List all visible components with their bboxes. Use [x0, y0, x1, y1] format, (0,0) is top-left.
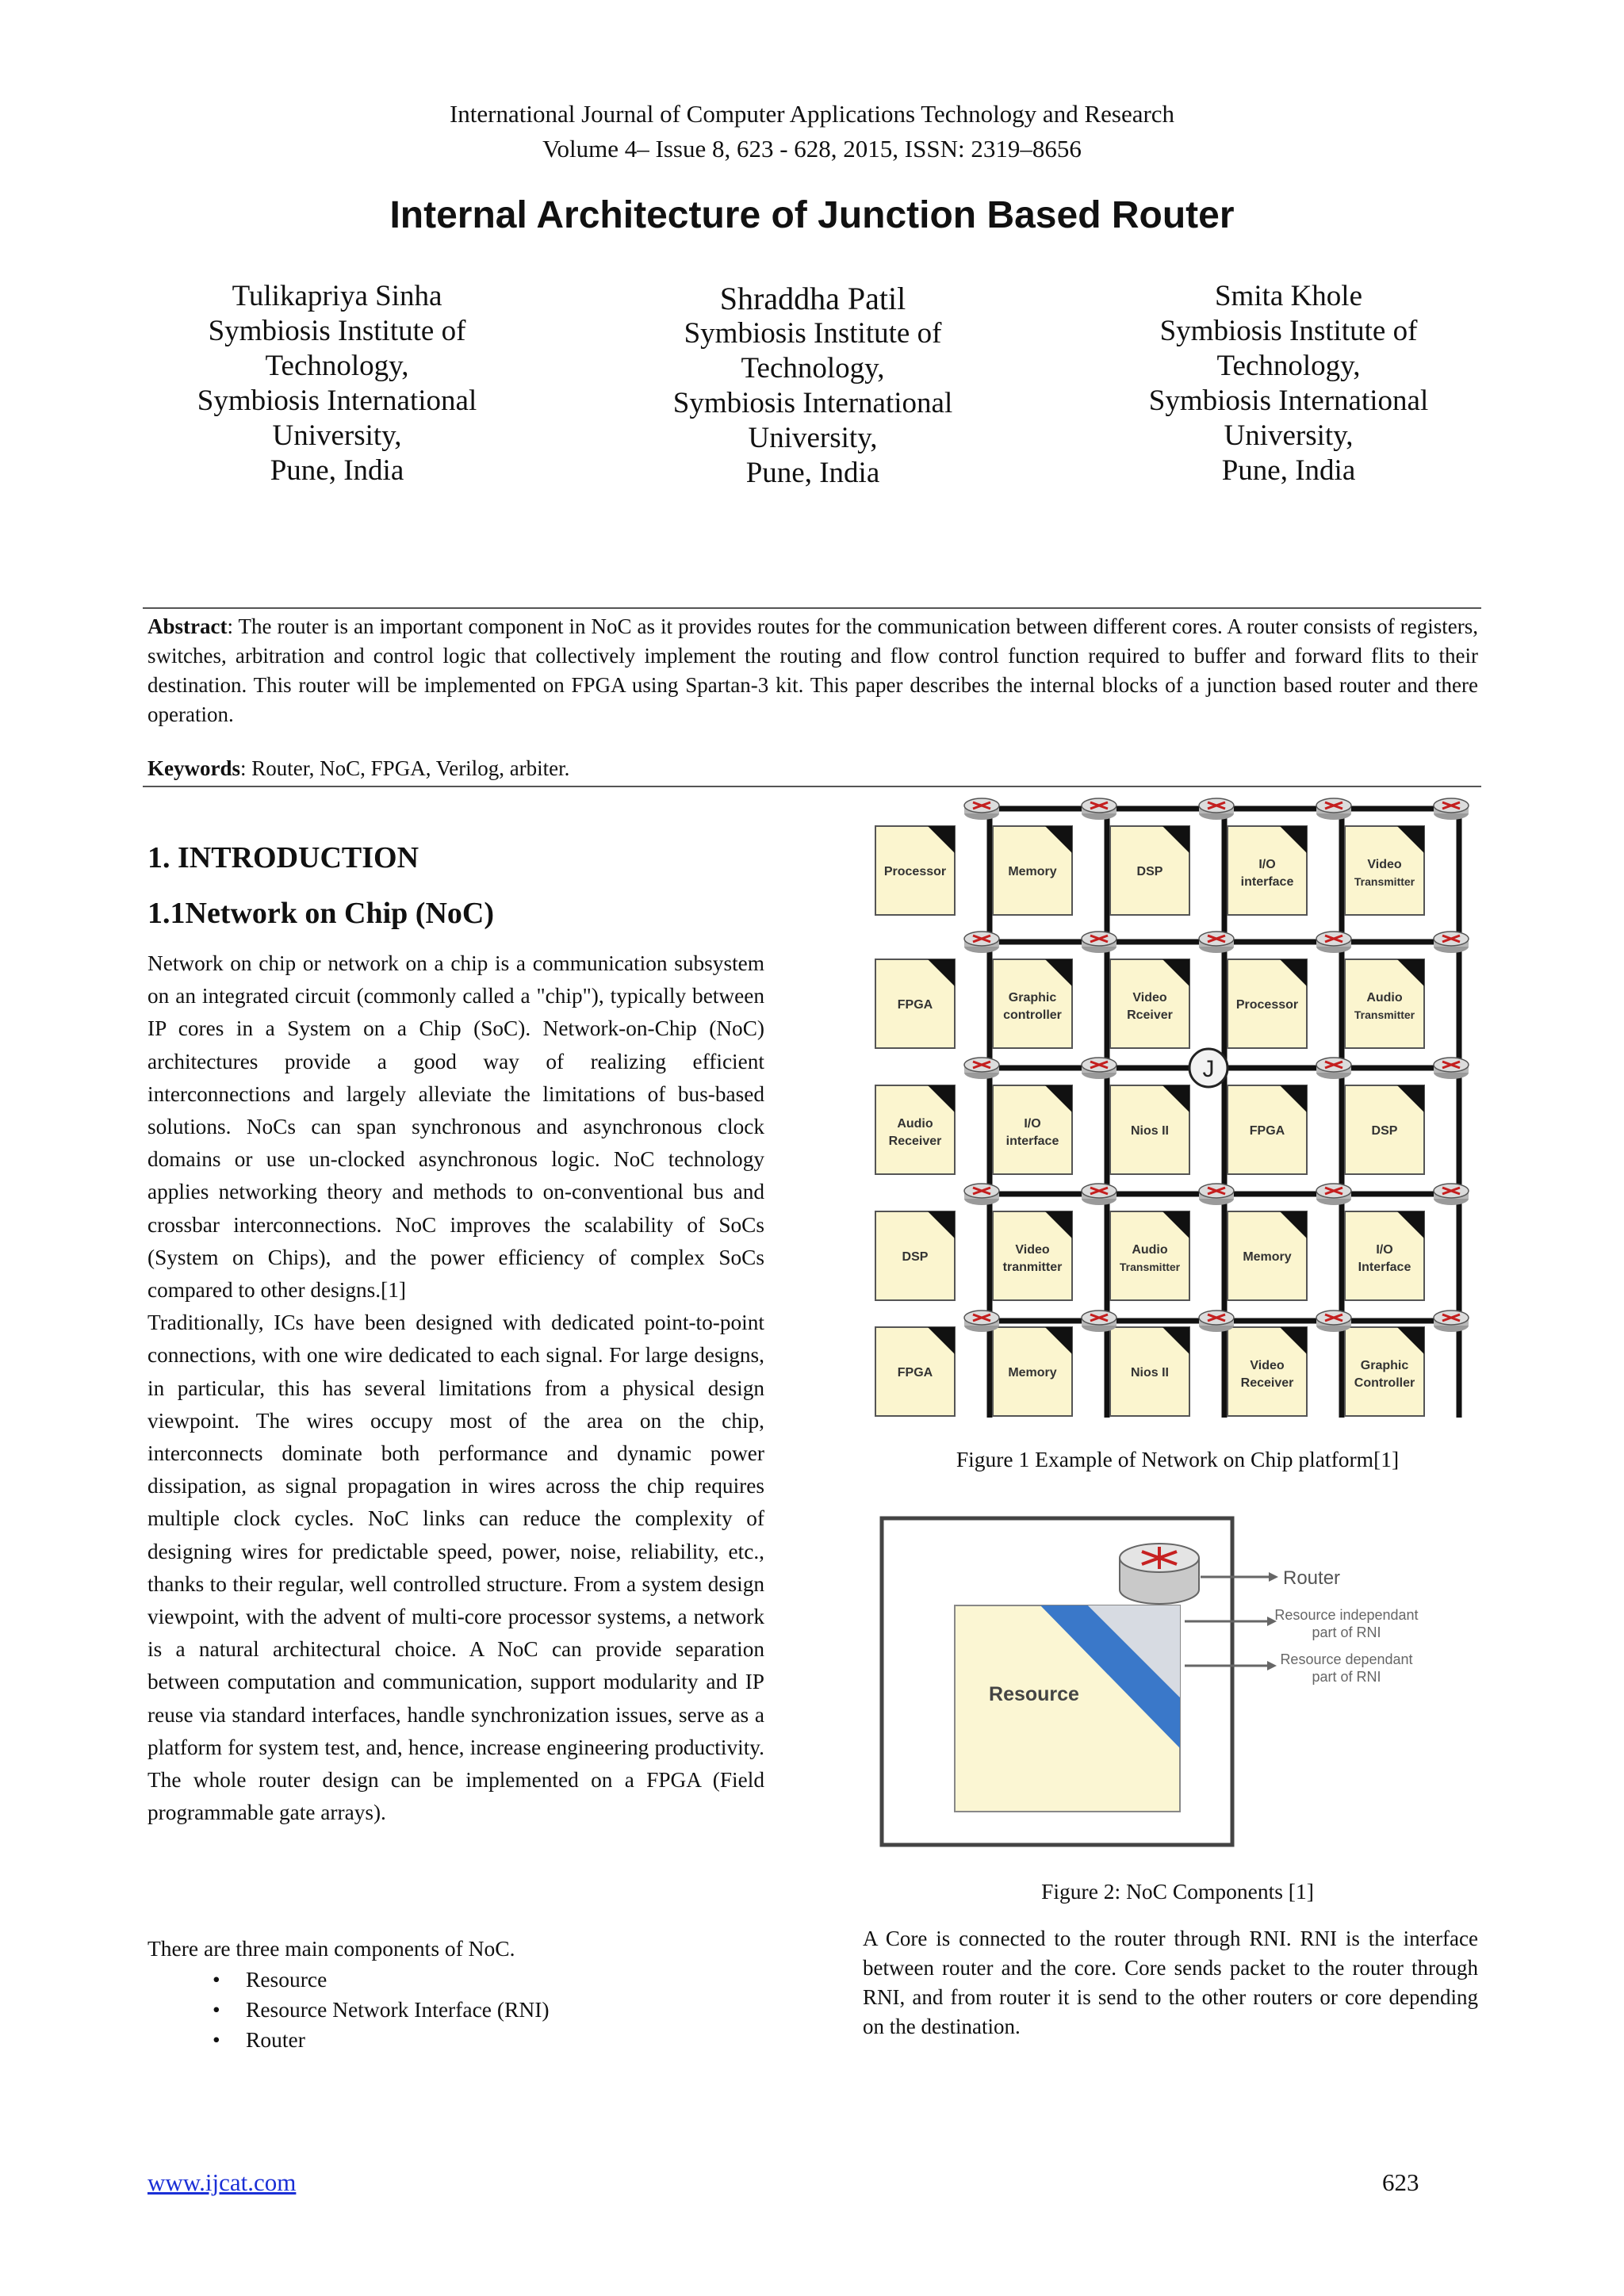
body-paragraph: Traditionally, ICs have been designed with dedicated point-to-point connections, with one wire dedicated to each signal. For large designs, in particular, this has several limitations from a physical design viewpoint. The wires occupy most of the area on the chip, interconnects dominate both performance and dynamic power dissipation, as signal propagation in wires across the chip requires multiple clock cycles. NoC links can reduce the complexity of designing wires for predictable speed, power, noise, reliability, etc., thanks to their regular, well controlled structure. From a system design viewpoint, with the advent of multi-core processor systems, a network is a natural architectural choice. A NoC can provide separation between computation and communication, support modularity and IP reuse via standard interfaces, handle synchronization issues, serve as a platform for system test, and, hence, increase engineering productivity. The whole router design can be implemented on a FPGA (Field programmable gate arrays).	[147, 1311, 764, 1825]
ip-block-label: interface	[1005, 1135, 1059, 1148]
resource-label: Resource	[989, 1683, 1079, 1705]
ip-block-label: Rceiver	[1127, 1008, 1173, 1022]
ip-block-label: I/O	[1376, 1243, 1393, 1257]
ip-block	[1110, 826, 1189, 915]
author-affiliation-line: Pune, India	[745, 457, 880, 489]
components-list	[147, 1965, 550, 2055]
author-affiliation-line: Symbiosis Institute of	[208, 315, 466, 347]
ip-block	[993, 1327, 1072, 1416]
ip-block	[1110, 959, 1189, 1048]
router-icon	[1316, 1058, 1351, 1079]
ip-block	[1228, 826, 1307, 915]
ip-block-label: Video	[1250, 1359, 1285, 1372]
ip-block-label: Memory	[1243, 1250, 1292, 1264]
ip-block-label: Audio	[1366, 991, 1403, 1004]
keywords-label: Keywords	[147, 756, 240, 780]
abstract-top-rule	[143, 607, 1481, 609]
router-icon	[1082, 1311, 1116, 1332]
introduction-body	[147, 947, 764, 1829]
router-label: Router	[1283, 1567, 1341, 1589]
ip-block-label: Interface	[1358, 1261, 1411, 1274]
ip-block	[1228, 959, 1307, 1048]
ip-block	[993, 826, 1072, 915]
author-affiliation-line: University,	[272, 419, 402, 452]
author-affiliation-line: Symbiosis Institute of	[1159, 315, 1418, 347]
author-name: Shraddha Patil	[719, 281, 906, 316]
author-name: Smita Khole	[1214, 280, 1362, 312]
author-affiliation-line: Technology,	[741, 352, 885, 385]
ip-block	[993, 1211, 1072, 1300]
router-icon	[964, 1058, 999, 1079]
router-icon	[964, 1184, 999, 1205]
ip-block-label: Graphic	[1008, 991, 1057, 1004]
ip-block-label: Video	[1132, 991, 1167, 1004]
ip-block	[1345, 959, 1424, 1048]
ip-block-label: DSP	[902, 1250, 929, 1264]
paper-title: Internal Architecture of Junction Based Router	[389, 194, 1235, 236]
ip-block	[1345, 1211, 1424, 1300]
journal-volume: Volume 4– Issue 8, 623 - 628, 2015, ISSN: 2319–8656	[542, 135, 1082, 163]
ip-block-label: Receiver	[888, 1135, 942, 1148]
ip-block-label: Nios II	[1130, 1124, 1170, 1138]
junction-node	[1189, 1049, 1228, 1087]
author-affiliation-line: Symbiosis International	[197, 385, 477, 417]
list-item: • Router	[147, 2025, 550, 2055]
author-block-1	[155, 279, 519, 488]
ip-block	[1345, 1327, 1424, 1416]
router-icon	[1082, 932, 1116, 953]
author-affiliation-line: Technology,	[1216, 350, 1361, 382]
ip-block-label: controller	[1003, 1008, 1062, 1022]
author-affiliation-line: Pune, India	[1221, 454, 1356, 487]
ip-block	[875, 1085, 955, 1174]
author-affiliation-line: Pune, India	[270, 454, 404, 487]
ip-block	[993, 959, 1072, 1048]
list-item: • Resource	[147, 1965, 550, 1995]
router-icon	[1199, 1184, 1234, 1205]
author-affiliation-line: Technology,	[265, 350, 409, 382]
section-heading-noc: 1.1Network on Chip (NoC)	[147, 897, 494, 930]
router-icon	[1199, 932, 1234, 953]
router-icon	[964, 1311, 999, 1332]
router-icon	[1199, 1311, 1234, 1332]
ip-block-label: Memory	[1008, 1366, 1057, 1380]
ip-block	[1228, 1085, 1307, 1174]
body-paragraph: Network on chip or network on a chip is a communication subsystem on an integrated circuit (commonly called a "chip"), typically between IP cores in a System on a Chip (SoC). Network-on-Chip (NoC) architectures provide a good way of realizing efficient interconnections and largely alleviate the limitations of bus-based solutions. NoCs can span synchronous and asynchronous clock domains or use un-clocked asynchronous logic. NoC technology applies networking theory and methods to on-conventional bus and crossbar interconnections. NoC improves the scalability of SoCs (System on Chips), and the power efficiency of complex SoCs compared to other designs.[1]	[147, 951, 764, 1303]
router-icon	[1434, 1311, 1469, 1332]
author-affiliation-line: University,	[748, 422, 878, 454]
router-icon	[1434, 798, 1469, 820]
router-icon	[1316, 798, 1351, 820]
ip-block	[875, 1211, 955, 1300]
ip-block	[1345, 826, 1424, 915]
journal-header	[0, 97, 1624, 166]
journal-website-link[interactable]: www.ijcat.com	[147, 2168, 297, 2196]
ip-block-label: Audio	[1132, 1243, 1168, 1257]
keywords-text: : Router, NoC, FPGA, Verilog, arbiter.	[240, 756, 570, 780]
ip-block	[993, 1085, 1072, 1174]
rni-independent-line-2: part of RNI	[1312, 1624, 1381, 1640]
author-block-2	[630, 281, 995, 491]
components-intro: There are three main components of NoC.	[147, 1936, 515, 1961]
ip-block-label: Processor	[883, 865, 947, 878]
author-affiliation-line: Symbiosis International	[1148, 385, 1429, 417]
author-affiliation-line: Symbiosis International	[672, 387, 953, 419]
section-heading-introduction: 1. INTRODUCTION	[147, 841, 419, 874]
ip-block-label: interface	[1240, 875, 1294, 889]
router-icon	[1434, 1184, 1469, 1205]
ip-block	[875, 826, 955, 915]
ip-block-label: Receiver	[1240, 1376, 1294, 1390]
figure-2-caption: Figure 2: NoC Components [1]	[1041, 1879, 1314, 1904]
router-icon	[1082, 1184, 1116, 1205]
ip-block-label: DSP	[1371, 1124, 1398, 1138]
rni-dependent-line-1: Resource dependant	[1280, 1651, 1413, 1667]
author-affiliation-line: University,	[1224, 419, 1354, 452]
abstract	[147, 612, 1478, 729]
abstract-label: Abstract	[147, 614, 228, 638]
keywords	[147, 754, 1478, 783]
abstract-text: : The router is an important component in NoC as it provides routes for the communication between different cores. A router consists of registers, switches, arbitration and control logic that collectively implement the routing and flow control function required to buffer and forward flits to their destination. This router will be implemented on FPGA using Spartan-3 kit. This paper describes the internal blocks of a junction based router and there operation.	[147, 614, 1478, 726]
ip-block	[1110, 1211, 1189, 1300]
ip-block-label: Memory	[1008, 865, 1057, 878]
ip-block	[1228, 1327, 1307, 1416]
ip-block-label: Processor	[1235, 998, 1299, 1012]
ip-block-label: FPGA	[897, 1366, 933, 1380]
figure-1-noc-grid	[864, 785, 1491, 1435]
router-icon	[1199, 798, 1234, 820]
ip-block-label: Nios II	[1130, 1366, 1170, 1380]
ip-block-label: Audio	[897, 1117, 933, 1131]
router-icon	[1316, 1184, 1351, 1205]
router-icon	[1316, 1311, 1351, 1332]
figure-1-caption: Figure 1 Example of Network on Chip platform[1]	[956, 1447, 1400, 1471]
router-icon	[1434, 1058, 1469, 1079]
rni-independent-line-1: Resource independant	[1274, 1607, 1419, 1623]
router-icon	[1316, 932, 1351, 953]
journal-name: International Journal of Computer Applications Technology and Research	[449, 100, 1175, 128]
ip-block-label: Graphic	[1360, 1359, 1409, 1372]
ip-block-label: FPGA	[1249, 1124, 1285, 1138]
author-block-3	[1106, 279, 1471, 488]
author-affiliation-line: Symbiosis Institute of	[684, 317, 942, 350]
author-name: Tulikapriya Sinha	[232, 280, 442, 312]
ip-block-label: I/O	[1258, 858, 1276, 871]
ip-block-label: Transmitter	[1354, 875, 1415, 888]
junction-label: J	[1202, 1056, 1215, 1082]
ip-block	[1228, 1211, 1307, 1300]
router-icon	[1082, 1058, 1116, 1079]
page-number: 623	[1382, 2168, 1419, 2196]
ip-block-label: DSP	[1136, 865, 1163, 878]
rni-dependent-line-2: part of RNI	[1312, 1669, 1381, 1685]
ip-block-label: I/O	[1024, 1117, 1041, 1131]
ip-block-label: Controller	[1354, 1376, 1415, 1390]
ip-block	[1345, 1085, 1424, 1174]
ip-block-label: tranmitter	[1002, 1261, 1063, 1274]
ip-block-label: Video	[1367, 858, 1402, 871]
rni-description-paragraph: A Core is connected to the router through RNI. RNI is the interface between router and the core. Core sends packet to the router through RNI, and from router it is send to the other routers or core depending on the destination.	[863, 1927, 1478, 2038]
ip-block	[875, 1327, 955, 1416]
ip-block	[1110, 1327, 1189, 1416]
router-icon	[1120, 1544, 1199, 1604]
router-icon	[1434, 932, 1469, 953]
ip-block	[875, 959, 955, 1048]
figure-2-noc-components	[872, 1510, 1475, 1851]
router-icon	[964, 798, 999, 820]
router-icon	[964, 932, 999, 953]
ip-block-label: Transmitter	[1119, 1261, 1181, 1273]
ip-block	[1110, 1085, 1189, 1174]
list-item: • Resource Network Interface (RNI)	[147, 1995, 550, 2025]
ip-block-label: FPGA	[897, 998, 933, 1012]
ip-block-label: Transmitter	[1354, 1008, 1415, 1021]
ip-block-label: Video	[1015, 1243, 1050, 1257]
router-icon	[1082, 798, 1116, 820]
